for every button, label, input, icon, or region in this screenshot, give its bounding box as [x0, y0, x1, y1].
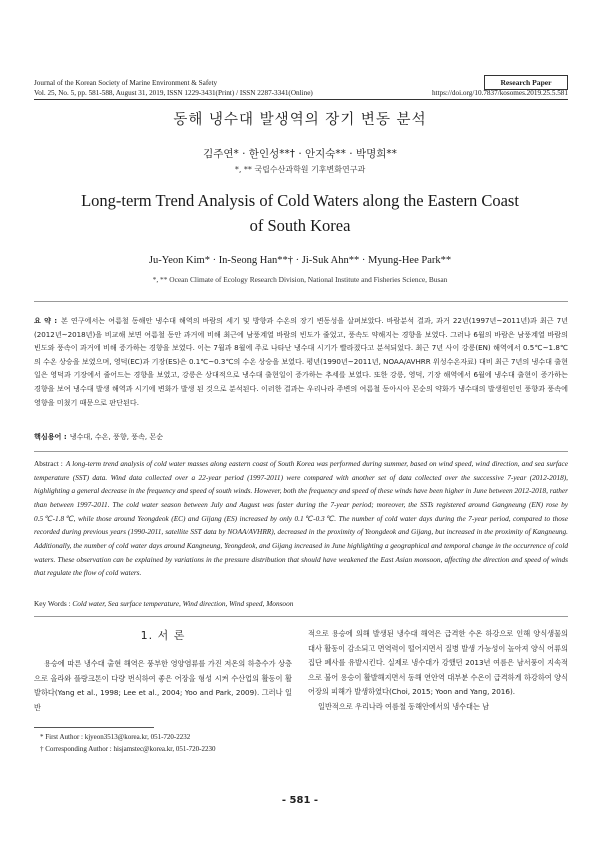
- keywords-english: [34, 599, 568, 608]
- footnote-divider: [34, 727, 154, 728]
- keywords-english-label: Key Words :: [34, 599, 71, 608]
- intro-paragraph-1: 용승에 따른 냉수대 출현 해역은 풍부한 영양염류를 가진 저온의 하층수가 상층으로 올라와 플랑크톤이 다량 번식하여 좋은 어장을 형성 시켜 수산업의 활동이 활발하다(Yang et al., 1998; Lee et al., 2004; Yoo and Park, 2009). 그러나 일반: [34, 659, 292, 712]
- affiliation-english: *, ** Ocean Climate of Ecology Research Division, National Institute and Fisheries Science, Busan: [152, 275, 448, 284]
- keywords-korean-text: 냉수대, 수온, 풍향, 풍속, 몬순: [69, 432, 164, 441]
- asterisk-icon: *: [40, 733, 46, 741]
- affiliation-korean: *, ** 국립수산과학원 기후변화연구과: [234, 165, 366, 174]
- title-english: Long-term Trend Analysis of Cold Waters along the Eastern Coast of South Korea: [81, 191, 519, 235]
- keywords-korean: [34, 432, 568, 442]
- body-column-left: [34, 657, 292, 715]
- abstract-divider-top: [34, 301, 568, 302]
- abstract-divider-middle: [34, 451, 568, 452]
- volume-info: Vol. 25, No. 5, pp. 581-588, August 31, 2019, ISSN 1229-3431(Print) / ISSN 2287-3341(Online): [34, 89, 313, 97]
- journal-name: Journal of the Korean Society of Marine Environment & Safety: [34, 79, 218, 87]
- authors-english: Ju-Yeon Kim* · In-Seong Han**† · Ji-Suk Ahn** · Myung-Hee Park**: [148, 255, 452, 266]
- keywords-korean-label: 핵심용어 :: [34, 432, 67, 441]
- authors-korean: 김주연* · 한인성**† · 안지숙** · 박명희**: [203, 148, 397, 160]
- abstract-korean-label: 요 약 :: [34, 316, 58, 325]
- abstract-english: [34, 457, 568, 580]
- intro-paragraph-3: 일반적으로 우리나라 여름철 동해안에서의 냉수대는 남: [318, 701, 490, 711]
- body-column-right: [308, 627, 568, 715]
- doi-link[interactable]: https://doi.org/10.7837/kosomes.2019.25.5.581: [431, 89, 568, 97]
- abstract-english-text: A long-term trend analysis of cold water masses along eastern coast of South Korea was performed during summer, based on wind speed, wind direction, and sea surface temperature (SST) data. Wind data collected over a 22-year period (1997-2011) were compared with another set of data collected over the successive 7-year (2012-2018), highlighting a general decrease in the frequency and speed of south winds. However, both the frequency and speed of these winds have been higher in June between 2012-2018, rather than between 1997-2011. The cold water season between July and August was faster during the 7-year period; moreover, the SSTs registered around Gangneung (EN) rose by 0.5℃-1.8℃, while those around Yeongdeok (EC) and Gijang (ES) increased by only 0.1℃-0.3℃. The number of cold water days during the 7-year period, compared to those recorded during previous years (1990-2011, satellite SST data by NOAA/AVHRR), decreased in the proximity of Yeongdeok and Gijang, but increased in the proximity of Kangneung. Additionally, the number of cold water days around Kangneung, Yeongdeok, and Gijang increased in June highlighting a geographical and temporal change in the occurrence of cold waters. These observation can be explained by variations in the pressure distribution that should have weakened the East Asian monsoon, affecting the direction and speed of winds that regulate the flow of cold waters.: [34, 459, 569, 578]
- section-heading-introduction: 1. 서 론: [140, 629, 186, 642]
- header-divider: [34, 99, 568, 100]
- keywords-english-text: Cold water, Sea surface temperature, Wind direction, Wind speed, Monsoon: [72, 599, 294, 608]
- intro-paragraph-2: 적으로 용승에 의해 발생된 냉수대 해역은 급격한 수온 하강으로 인해 양식생물의 대사 활동이 감소되고 면역력이 떨어지면서 질병 발생 가능성이 높아져 양식 어류의 집단 폐사를 유발시킨다. 실제로 냉수대가 강했던 2013년 여름은 남서풍이 지속적으로 불어 용승이 활발해지면서 동해 연안역 대부분 수온이 급격하게 하강하여 양식 어장의 피해가 발생하였다(Choi, 2015; Yoon and Yang, 2016).: [308, 629, 568, 697]
- abstract-korean: [34, 314, 568, 409]
- footnotes: [40, 732, 290, 755]
- page-number: - 581 -: [281, 795, 319, 806]
- research-paper-badge: Research Paper: [484, 75, 568, 90]
- abstract-divider-bottom: [34, 616, 568, 617]
- footnote-corresponding-author: † Corresponding Author : hisjamstec@korea.kr, 051-720-2230: [40, 744, 216, 753]
- footnote-first-author: * First Author : kjyeon3513@korea.kr, 051-720-2232: [40, 733, 191, 741]
- dagger-icon: †: [40, 744, 46, 753]
- title-korean: 동해 냉수대 발생역의 장기 변동 분석: [173, 112, 427, 128]
- abstract-english-label: Abstract :: [34, 459, 63, 468]
- abstract-korean-text: 본 연구에서는 여름철 동해안 냉수대 해역의 바람의 세기 및 방향과 수온의 장기 변동성을 살펴보았다. 바람분석 결과, 과거 22년(1997년~2011년)과 최근 7년(2012년~2018년)을 비교해 보면 여름철 동안 과거에 비해 최근에 남풍계열 바람의 빈도가 줄었고, 풍속도 약해지는 경향을 보였다. 그러나 6월의 바람은 남풍계열 바람의 빈도와 풍속이 과거에 비해 증가하는 경향을 보였다. 이는 7월과 8월에 주로 나타난 냉수대 시기가 빨라졌다고 분석되었다. 최근 7년 사이 강릉(EN) 해역에서 0.5℃~1.8℃의 수온 상승을 보였으며, 영덕(EC)과 기장(ES)은 0.1℃~0.3℃의 수온 상승을 보였다. 평년(1990년~2011년, NOAA/AVHRR 위성수온자료) 대비 최근 7년의 냉수대 출현일은 영덕과 기장에서 줄어드는 경향을 보였고, 강릉은 상대적으로 냉수대 출현일이 증가하는 추세를 보였다. 또한 강릉, 영덕, 기장 해역에서 6월에 냉수대 출현이 증가하는 경향을 보여 냉수대 발생 해역과 시기에 변화가 발생 된 것으로 분석된다. 이러한 결과는 우리나라 주변의 여름철 동아시아 몬순의 약화가 냉수대의 발생원인인 풍향과 풍속에 영향을 미쳤기 때문으로 판단된다.: [34, 316, 569, 407]
